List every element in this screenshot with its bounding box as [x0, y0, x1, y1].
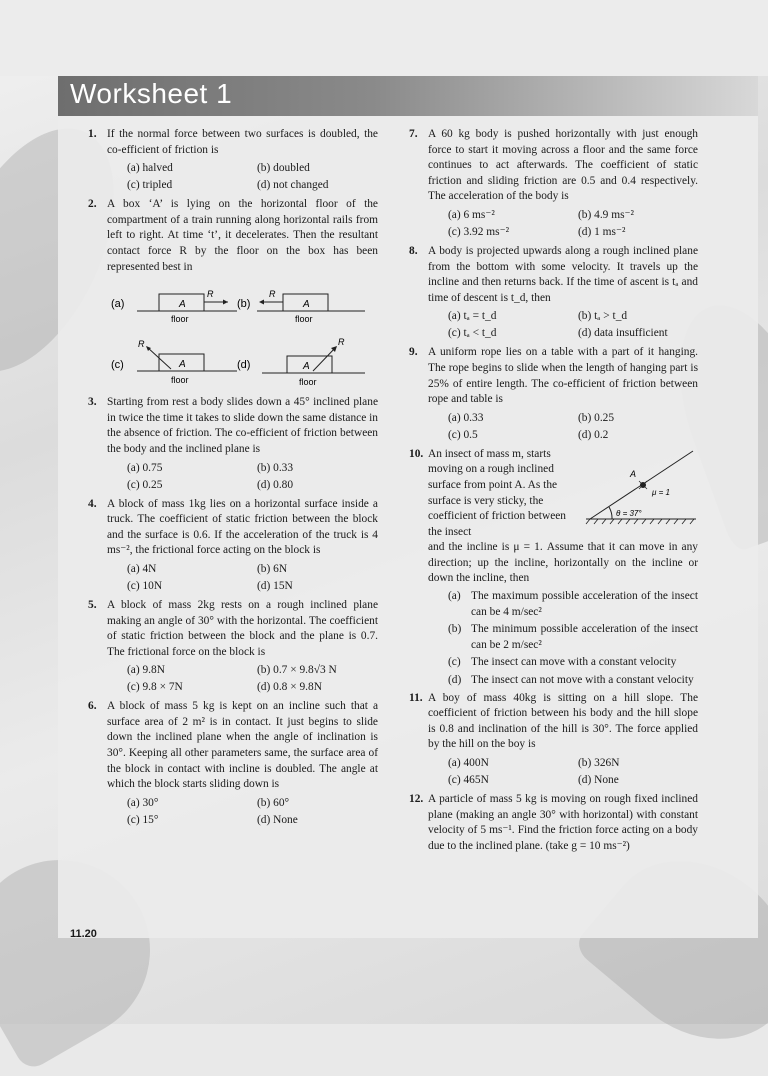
option-text: The insect can move with a constant velocity [471, 656, 677, 669]
question-text: A uniform rope lies on a table with a part of it hanging. The rope begins to slide when the length of hanging part is 25% of entire length. The co-efficient of friction between rope and table is [428, 346, 698, 406]
option-b: (b) 326N [578, 757, 620, 769]
option-c [428, 655, 698, 671]
question-text: A particle of mass 5 kg is moving on rough fixed inclined plane (making an angle 30° with horizontal) with constant velocity of 5 ms⁻¹. Find the friction force acting on a body due to the inclined plane. (take g = 10 ms⁻²) [428, 793, 698, 852]
question-number: 11. [409, 691, 423, 704]
option-text: The insect can not move with a constant velocity [471, 674, 694, 687]
force-label: R [207, 289, 214, 300]
option-c: (c) 0.25 [127, 478, 163, 491]
question-number: 3. [88, 396, 97, 409]
question-text: A body is projected upwards along a rough inclined plane from the bottom with some velocity. It travels up the incline and then returns back. If the time of ascent is tₐ and time of descent is t_d, then [428, 244, 698, 304]
option-b: (b) 4.9 ms⁻² [578, 208, 634, 221]
options [428, 207, 698, 241]
option-d: (d) 0.80 [257, 478, 294, 491]
options [428, 308, 698, 342]
question-number: 9. [409, 346, 418, 359]
option-c: (c) 15° [127, 813, 159, 826]
point-label: A [630, 468, 637, 479]
option-d: (d) None [578, 774, 619, 786]
option-letter: (d) [448, 674, 462, 687]
option-letter: (b) [448, 623, 462, 636]
diagram-label-a: (a) [111, 298, 125, 311]
question-number: 5. [88, 598, 97, 611]
box-label: A [179, 299, 186, 311]
question-number: 1. [88, 128, 97, 140]
box-label: A [179, 359, 186, 371]
mu-label: μ = 1 [652, 487, 670, 497]
option-d: (d) not changed [257, 179, 329, 192]
option-b: (b) 6N [257, 562, 288, 575]
option-a: (a) 0.75 [127, 461, 163, 474]
diagram-label-d: (d) [237, 359, 251, 372]
question-text: A box ‘A’ is lying on the horizontal floor of the compartment of a train running along horizontal rails from left to right. At time ‘t’, it decelerates. Then the resultant contact force R by the floor on the box has been represented best in [107, 198, 378, 273]
question-text: Starting from rest a body slides down a 45° inclined plane in twice the time it takes to slide down the same distance in the absence of friction. The co-efficient of friction between the body and the inclined plane is [107, 396, 378, 455]
option-b: (b) 0.25 [578, 411, 615, 424]
question-number: 8. [409, 244, 418, 257]
option-a: (a) 0.33 [448, 411, 484, 424]
question-1 [88, 127, 378, 194]
options [107, 160, 378, 194]
question-text-part-1: An insect of mass m, starts moving on a rough inclined surface from point A. As the surface is very sticky, the coefficient of friction between the insect [428, 447, 566, 538]
question-2 [88, 197, 378, 391]
question-text-part-2: and the incline is μ = 1. Assume that it can move in any direction; up the incline, horizontally on the incline or down the incline, then [428, 541, 698, 585]
question-12 [409, 792, 698, 854]
option-c: (c) 10N [127, 579, 163, 592]
diagram-label-c: (c) [111, 359, 124, 372]
option-b: (b) tₐ > t_d [578, 310, 628, 323]
options [107, 662, 378, 696]
diagram-label-b: (b) [237, 298, 251, 311]
question-7 [409, 127, 698, 241]
floor-label: floor [295, 314, 313, 325]
page-number: 11.20 [70, 928, 97, 940]
option-a: (a) 30° [127, 796, 159, 809]
question-10 [409, 447, 698, 689]
option-a: (a) 9.8N [127, 664, 165, 677]
floor-label: floor [171, 375, 189, 386]
option-d: (d) 1 ms⁻² [578, 225, 626, 238]
question-text: A block of mass 5 kg is kept on an incline such that a surface area of 2 m² is in contact. It just begins to slide down the inclined plane when the angle of inclination is 30°. Keeping all other parameters same, the surface area of the block in contact with incline is doubled. The angle at which the block starts sliding down is [107, 700, 378, 791]
options [428, 410, 698, 444]
top-band [0, 0, 768, 76]
option-d: (d) 15N [257, 579, 293, 592]
question-6 [88, 699, 378, 829]
option-b: (b) doubled [257, 162, 310, 175]
option-b: (b) 60° [257, 796, 290, 809]
option-b: (b) 0.33 [257, 461, 294, 474]
question-3 [88, 395, 378, 493]
option-a: (a) tₐ = t_d [448, 310, 497, 323]
question-text: If the normal force between two surfaces is doubled, the co-efficient of friction is [107, 128, 378, 156]
left-column [88, 127, 378, 832]
question-number: 10. [409, 447, 424, 460]
options [428, 755, 698, 789]
question-number: 12. [409, 793, 424, 805]
option-d: (d) 0.2 [578, 428, 609, 441]
question-8 [409, 244, 698, 342]
floor-label: floor [171, 314, 189, 325]
option-c: (c) 9.8 × 7N [127, 681, 183, 694]
option-b [428, 622, 698, 653]
option-d: (d) data insufficient [578, 327, 668, 340]
options [107, 561, 378, 595]
question-number: 7. [409, 128, 418, 140]
question-text: A block of mass 2kg rests on a rough inclined plane making an angle of 30° with the horizontal. The coefficient of static friction between the block and the plane is 0.7. The frictional force on the block is [107, 598, 378, 658]
question-text: A block of mass 1kg lies on a horizontal surface inside a truck. The coefficient of static friction between the block and the surface is 0.6. If the acceleration of the truck is 4 ms⁻², the frictional force acting on the block is [107, 497, 378, 557]
page-title: Worksheet 1 [70, 78, 233, 109]
option-letter: (a) [448, 590, 461, 603]
question-text: A 60 kg body is pushed horizontally with just enough force to start it moving across a floor and the same force continues to act afterwards. The coefficient of static friction and sliding friction are 0.5 and 0.4 respectively. The acceleration of the body is [428, 128, 698, 203]
option-text: The minimum possible acceleration of the insect can be 2 m/sec² [471, 623, 698, 651]
option-a: (a) halved [127, 162, 173, 175]
option-letter: (c) [448, 656, 461, 669]
box-label: A [303, 299, 310, 311]
option-c: (c) 3.92 ms⁻² [448, 225, 509, 238]
force-label: R [138, 339, 145, 350]
question-number: 6. [88, 700, 97, 713]
floor-label: floor [299, 377, 317, 388]
question-4 [88, 497, 378, 595]
option-b: (b) 0.7 × 9.8√3 N [257, 664, 337, 677]
options [107, 460, 378, 494]
right-column [409, 127, 698, 855]
question-5 [88, 598, 378, 696]
incline-diagram [568, 449, 696, 525]
option-a [428, 589, 698, 620]
force-label: R [269, 289, 276, 300]
option-a: (a) 6 ms⁻² [448, 208, 495, 221]
option-d: (d) None [257, 813, 298, 826]
option-a: (a) 4N [127, 562, 157, 575]
option-d: (d) 0.8 × 9.8N [257, 681, 322, 694]
question-number: 4. [88, 497, 97, 510]
force-label: R [338, 337, 345, 348]
option-c: (c) tripled [127, 179, 173, 192]
option-text: The maximum possible acceleration of the insect can be 4 m/sec² [471, 590, 698, 618]
option-a: (a) 400N [448, 757, 489, 769]
question-9 [409, 345, 698, 443]
option-c: (c) 0.5 [448, 428, 478, 441]
question-text: A boy of mass 40kg is sitting on a hill slope. The coefficient of friction between his body and the hill slope is 0.8 and inclination of the hill is 30°. The force applied by the hill on the boy is [428, 691, 698, 751]
angle-label: θ = 37° [616, 508, 642, 518]
question-11 [409, 691, 698, 789]
option-d [428, 673, 698, 689]
question-number: 2. [88, 198, 97, 211]
option-c: (c) tₐ < t_d [448, 327, 497, 340]
box-label: A [303, 361, 310, 373]
option-c: (c) 465N [448, 774, 489, 786]
options [107, 795, 378, 829]
box-force-diagrams [107, 281, 377, 391]
